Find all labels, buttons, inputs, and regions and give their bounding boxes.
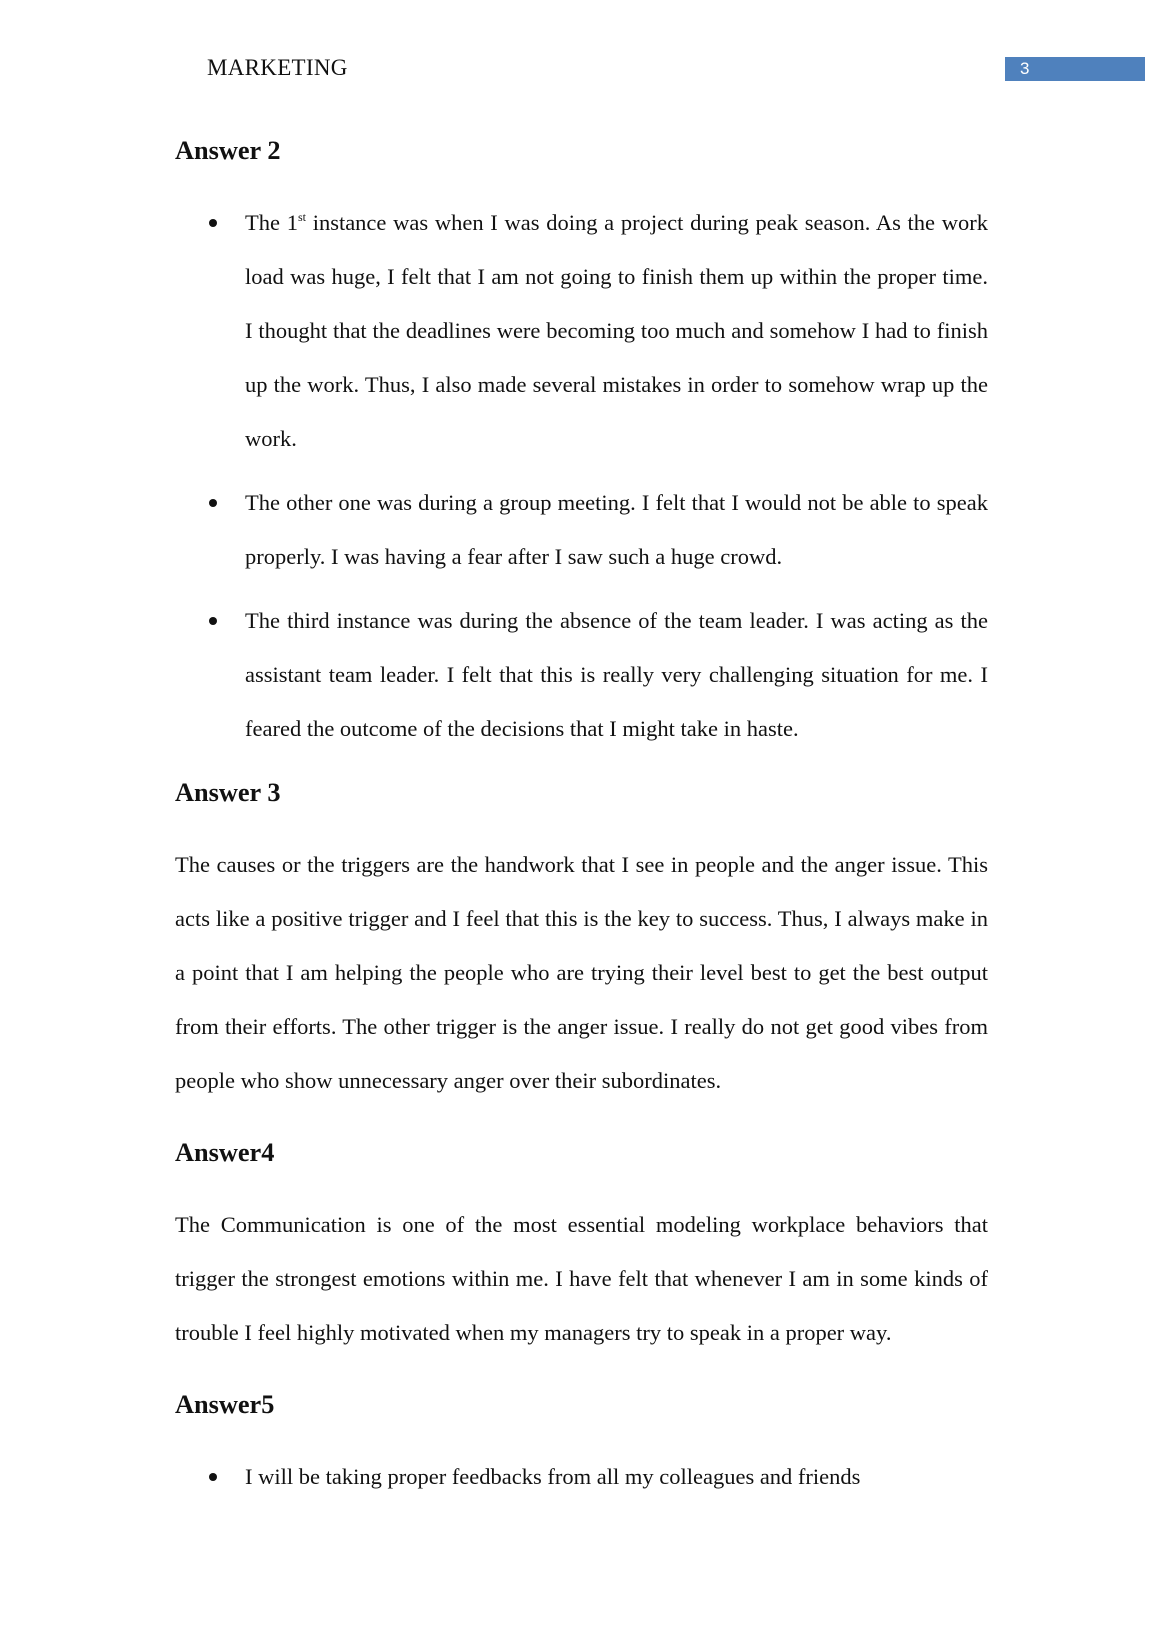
- answer-4-paragraph: The Communication is one of the most essential modeling workplace behaviors that trigger the strongest emotions within me. I have felt that whenever I am in some kinds of trouble I feel highly motivated when my managers try to speak in a proper way.: [175, 1212, 988, 1345]
- answer-2-heading: Answer 2: [175, 136, 281, 165]
- bullet-icon: [209, 499, 217, 507]
- ordinal-suffix: st: [297, 210, 306, 224]
- answer-5-list: [175, 1450, 988, 1504]
- bullet-icon: [209, 219, 217, 227]
- document-body: [175, 124, 988, 1514]
- answer-5-heading: Answer5: [175, 1390, 275, 1419]
- answer-3-heading: Answer 3: [175, 778, 281, 807]
- bullet-icon: [209, 617, 217, 625]
- running-head: MARKETING: [207, 55, 348, 80]
- list-item-text: instance was when I was doing a project during peak season. As the work load was huge, I felt that I am not going to finish them up within the proper time. I thought that the deadlines were becoming too much and somehow I had to finish up the work. Thus, I also made several mistakes in order to somehow wrap up the work.: [245, 210, 988, 451]
- list-item-text: The third instance was during the absence of the team leader. I was acting as the assistant team leader. I felt that this is really very challenging situation for me. I feared the outcome of the decisions that I might take in haste.: [245, 608, 988, 741]
- list-item-text: The other one was during a group meeting. I felt that I would not be able to speak properly. I was having a fear after I saw such a huge crowd.: [245, 490, 988, 569]
- page-number: 3: [1005, 57, 1145, 81]
- list-item-text: I will be taking proper feedbacks from all my colleagues and friends: [245, 1464, 861, 1489]
- list-item: [175, 196, 988, 466]
- list-item-lead: The 1: [245, 210, 298, 235]
- bullet-icon: [209, 1473, 217, 1481]
- list-item: [175, 1450, 988, 1504]
- list-item: [175, 476, 988, 584]
- answer-3-paragraph: The causes or the triggers are the handwork that I see in people and the anger issue. This acts like a positive trigger and I feel that this is the key to success. Thus, I always make in a point that I am helping the people who are trying their level best to get the best output from their efforts. The other trigger is the anger issue. I really do not get good vibes from people who show unnecessary anger over their subordinates.: [175, 852, 988, 1093]
- list-item: [175, 594, 988, 756]
- answer-4-heading: Answer4: [175, 1138, 275, 1167]
- answer-2-list: [175, 196, 988, 756]
